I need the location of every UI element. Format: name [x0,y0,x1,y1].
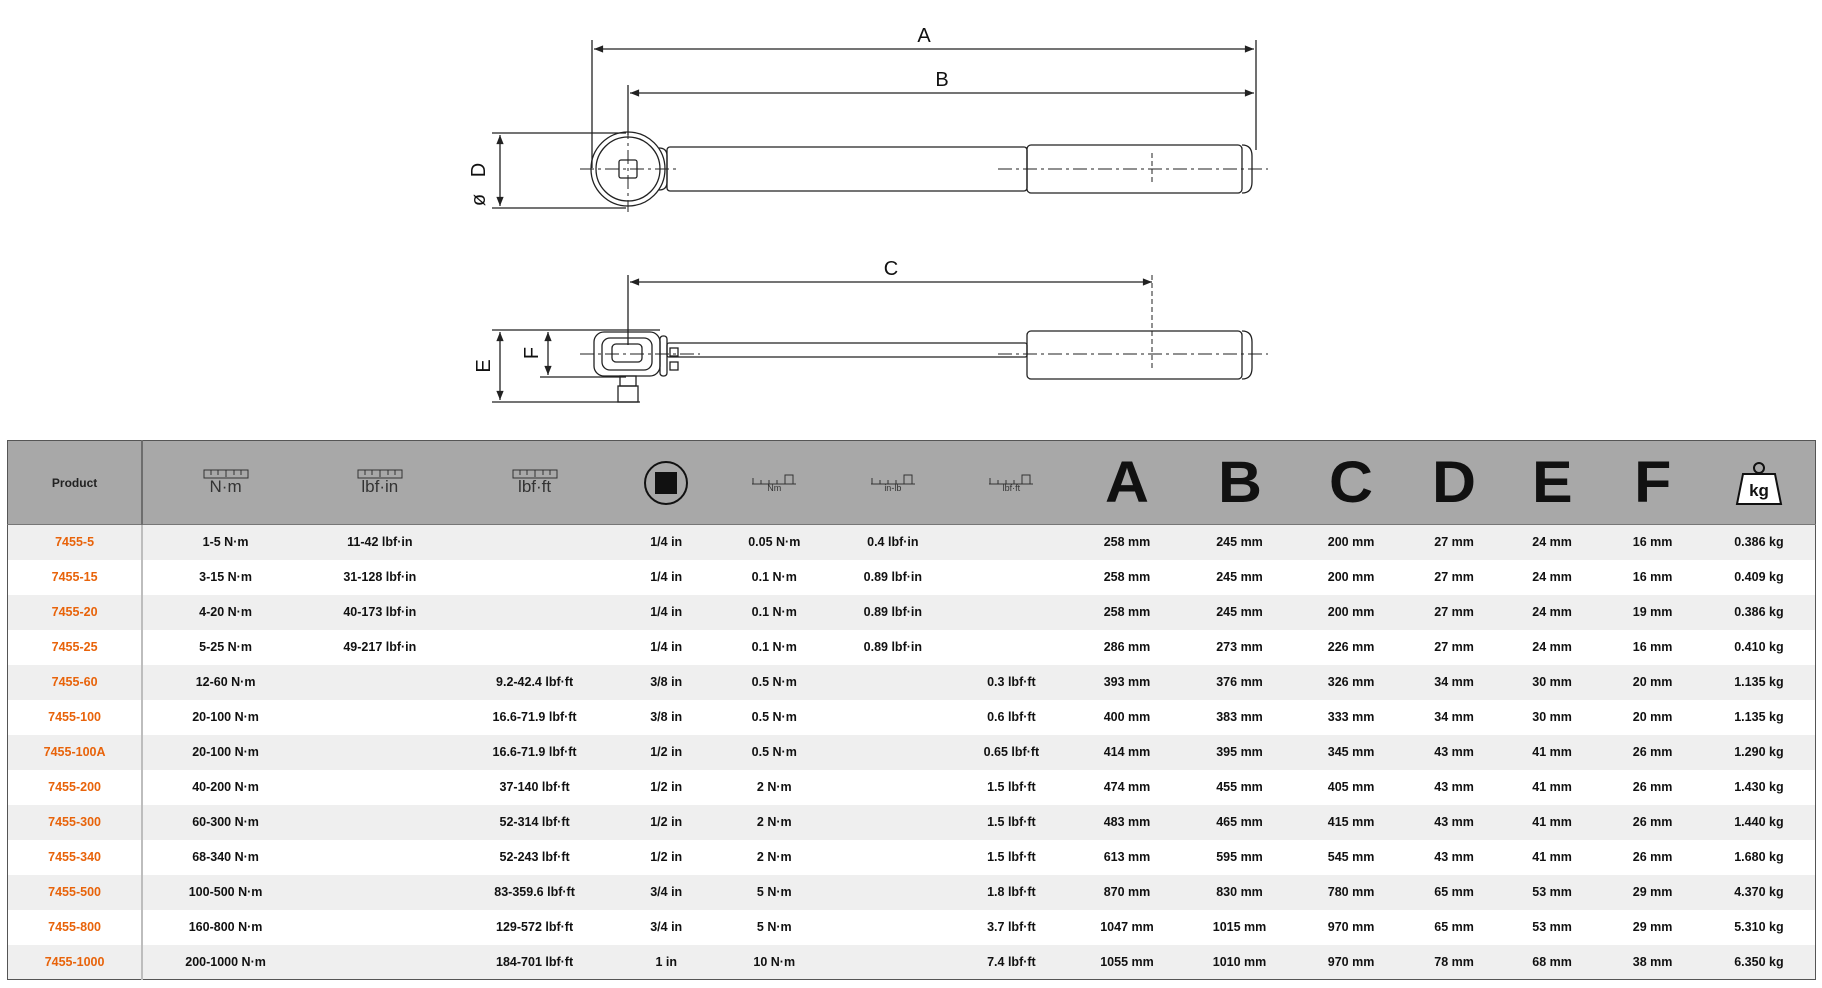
label-d: D [468,162,490,178]
header-e [1502,441,1603,525]
cell-grad-lbfin [834,945,953,980]
cell-lbfft [452,525,618,560]
handle-tube [667,147,1027,191]
cell-drive: 1/2 in [650,815,683,829]
cell-product[interactable]: 7455-15 [8,560,143,595]
cell-a: 870 mm [1103,885,1151,899]
cell-w: 1.135 kg [1734,710,1784,724]
cell-grad-lbfft [952,560,1071,595]
cell-grad-lbfft: 0.65 lbf·ft [983,745,1040,759]
cell-grad-nm: 0.1 N·m [751,605,797,619]
cell-a: 258 mm [1103,570,1151,584]
cell-product[interactable]: 7455-200 [8,770,143,805]
cell-a: 1047 mm [1100,920,1154,934]
header-grad-lbfin-label: in-lb [884,482,902,493]
cell-f: 26 mm [1632,745,1673,759]
header-product-label: Product [51,475,98,490]
cell-f: 29 mm [1632,920,1673,934]
cell-e: 41 mm [1532,745,1572,759]
cell-a: 1055 mm [1100,954,1154,969]
cell-w: 0.410 kg [1734,640,1784,654]
label-diameter: ø [468,193,490,207]
table-row [8,525,1816,560]
cell-c: 200 mm [1327,605,1375,619]
header-product [8,441,143,525]
top-view [492,40,1268,212]
cell-e: 30 mm [1532,710,1572,724]
label-c: C [883,258,899,280]
table-row [8,595,1816,630]
table-row [8,910,1816,945]
cell-nm: 160-800 N·m [188,920,263,934]
cell-grad-nm: 2 N·m [756,815,792,829]
cell-a: 258 mm [1103,605,1151,619]
cell-drive: 1 in [655,954,677,969]
cell-f: 19 mm [1632,605,1673,619]
cell-c: 405 mm [1327,780,1375,794]
cell-b: 245 mm [1216,535,1263,550]
header-a [1071,441,1184,525]
cell-b: 395 mm [1216,745,1263,759]
header-b [1183,441,1296,525]
cell-c: 200 mm [1327,570,1375,584]
header-torque-lbfft-label: lbf·ft [518,477,552,496]
header-f [1602,441,1703,525]
cell-e: 41 mm [1532,780,1572,794]
table-row [8,805,1816,840]
cell-c: 970 mm [1327,954,1375,969]
cell-d: 34 mm [1434,675,1474,689]
cell-grad-lbfin [834,700,953,735]
cell-lbfft: 83-359.6 lbf·ft [494,885,575,899]
cell-lbfft: 16.6-71.9 lbf·ft [492,745,577,759]
header-e-letter: E [1531,449,1573,515]
cell-b: 245 mm [1216,605,1263,619]
cell-grad-nm: 5 N·m [756,885,792,899]
header-a-letter: A [1104,449,1149,515]
cell-grad-lbfin [834,875,953,910]
cell-a: 286 mm [1103,640,1151,654]
table-row [8,945,1816,980]
cell-b: 245 mm [1216,570,1263,584]
cell-product[interactable]: 7455-25 [8,630,143,665]
cell-c: 970 mm [1327,920,1375,934]
header-d-letter: D [1432,449,1477,515]
cell-grad-nm: 0.05 N·m [748,535,801,550]
cell-w: 1.440 kg [1734,815,1784,829]
header-grad-lbfft [952,441,1071,525]
spec-table [7,440,1816,980]
cell-e: 53 mm [1532,920,1572,934]
header-torque-nm-label: N·m [209,477,242,496]
cell-grad-lbfft: 7.4 lbf·ft [987,954,1036,969]
cell-grad-nm: 0.5 N·m [751,710,797,724]
cell-lbfft: 52-314 lbf·ft [499,815,570,829]
cell-b: 383 mm [1216,710,1263,724]
cell-product[interactable]: 7455-100 [8,700,143,735]
cell-grad-nm: 0.1 N·m [751,570,797,584]
table-header-row [8,441,1816,525]
cell-c: 415 mm [1327,815,1375,829]
cell-lbfin [308,875,452,910]
cell-w: 1.680 kg [1734,850,1784,864]
cell-d: 43 mm [1434,745,1474,759]
cell-lbfin [308,945,452,980]
cell-d: 27 mm [1434,605,1474,619]
cell-f: 16 mm [1632,570,1673,584]
cell-d: 27 mm [1434,640,1474,654]
cell-lbfin [308,770,452,805]
header-grad-lbfin [834,441,953,525]
cell-b: 1010 mm [1212,954,1267,969]
cell-product[interactable]: 7455-60 [8,665,143,700]
cell-lbfft: 52-243 lbf·ft [499,850,570,864]
cell-lbfin [308,735,452,770]
cell-grad-lbfin: 0.4 lbf·in [867,535,919,550]
cell-grad-nm: 0.1 N·m [751,640,797,654]
cell-nm: 20-100 N·m [192,710,259,724]
cell-product[interactable]: 7455-800 [8,910,143,945]
cell-d: 27 mm [1434,570,1474,584]
table-row [8,875,1816,910]
cell-grad-nm: 0.5 N·m [751,675,797,689]
cell-e: 41 mm [1532,850,1572,864]
cell-grad-lbfft: 1.5 lbf·ft [987,780,1036,794]
cell-lbfft: 9.2-42.4 lbf·ft [496,675,574,689]
table-row [8,840,1816,875]
label-a: A [917,25,931,47]
header-c [1296,441,1407,525]
cell-c: 226 mm [1327,640,1375,654]
cell-lbfin [308,910,452,945]
cell-d: 43 mm [1434,780,1474,794]
cell-grad-lbfin [834,840,953,875]
cell-drive: 3/8 in [650,675,683,689]
cell-nm: 100-500 N·m [188,885,263,899]
cell-drive: 1/2 in [650,745,683,759]
cell-lbfin: 31-128 lbf·in [343,570,417,584]
header-drive [617,441,714,525]
cell-grad-lbfin: 0.89 lbf·in [863,605,922,619]
cell-product[interactable]: 7455-500 [8,875,143,910]
cell-grad-lbfin [834,665,953,700]
cell-drive: 1/4 in [650,535,683,550]
cell-drive: 1/4 in [650,605,683,619]
cell-e: 53 mm [1532,885,1572,899]
cell-lbfin [308,805,452,840]
cell-f: 26 mm [1632,780,1673,794]
cell-product[interactable]: 7455-20 [8,595,143,630]
header-torque-lbfft [452,441,618,525]
cell-w: 0.386 kg [1734,605,1784,619]
cell-product[interactable]: 7455-300 [8,805,143,840]
cell-product[interactable]: 7455-100A [8,735,143,770]
cell-grad-lbfft: 0.3 lbf·ft [987,675,1036,689]
header-b-letter: B [1217,449,1262,515]
header-torque-lbfin-label: lbf·in [361,477,399,496]
cell-b: 376 mm [1216,675,1263,689]
cell-a: 483 mm [1103,815,1151,829]
cell-b: 465 mm [1216,815,1263,829]
cell-e: 24 mm [1532,570,1572,584]
cell-b: 273 mm [1216,640,1263,654]
table-body [8,525,1816,980]
label-e: E [473,359,495,373]
wrench-technical-drawing [0,0,1822,440]
cell-e: 30 mm [1532,675,1572,689]
cell-drive: 1/4 in [650,570,683,584]
cell-b: 1015 mm [1212,920,1267,934]
cell-w: 0.409 kg [1734,570,1784,584]
cell-d: 27 mm [1434,535,1474,550]
cell-nm: 200-1000 N·m [185,954,266,969]
cell-nm: 3-15 N·m [199,570,252,584]
cell-w: 5.310 kg [1734,920,1784,934]
cell-product[interactable]: 7455-1000 [8,945,143,980]
cell-w: 4.370 kg [1734,885,1784,899]
cell-a: 414 mm [1103,745,1151,759]
cell-d: 78 mm [1434,954,1474,969]
cell-grad-nm: 5 N·m [756,920,792,934]
header-weight [1703,441,1816,525]
header-grad-nm-label: Nm [767,482,782,493]
cell-grad-lbfft [952,630,1071,665]
cell-e: 41 mm [1532,815,1572,829]
cell-w: 0.386 kg [1734,535,1784,550]
cell-lbfin: 49-217 lbf·in [343,640,417,654]
cell-grad-nm: 0.5 N·m [751,745,797,759]
cell-nm: 68-340 N·m [192,850,259,864]
cell-drive: 3/4 in [650,885,683,899]
table-row [8,665,1816,700]
cell-lbfft [452,595,618,630]
cell-grad-lbfin [834,770,953,805]
cell-f: 16 mm [1632,640,1673,654]
cell-grad-lbfin [834,735,953,770]
weight-icon [1735,460,1783,506]
cell-grad-lbfft: 1.5 lbf·ft [987,850,1036,864]
cell-f: 16 mm [1632,535,1673,550]
header-torque-lbfin [308,441,452,525]
cell-grad-lbfft: 0.6 lbf·ft [987,710,1036,724]
cell-lbfft: 16.6-71.9 lbf·ft [492,710,577,724]
cell-b: 595 mm [1216,850,1263,864]
cell-d: 43 mm [1434,850,1474,864]
cell-lbfft: 129-572 lbf·ft [496,920,574,934]
cell-nm: 1-5 N·m [202,535,249,550]
cell-lbfft: 37-140 lbf·ft [499,780,570,794]
cell-grad-lbfin: 0.89 lbf·in [863,570,922,584]
header-d [1406,441,1501,525]
cell-lbfin [308,840,452,875]
table-row [8,770,1816,805]
cell-grad-lbfin [834,910,953,945]
cell-drive: 1/4 in [650,640,683,654]
cell-product[interactable]: 7455-340 [8,840,143,875]
cell-lbfin: 11-42 lbf·in [347,535,413,550]
table-row [8,630,1816,665]
table-row [8,735,1816,770]
cell-e: 68 mm [1532,954,1572,969]
cell-a: 613 mm [1103,850,1151,864]
cell-w: 1.430 kg [1734,780,1784,794]
cell-f: 26 mm [1632,850,1673,864]
side-view [492,275,1268,402]
cell-lbfin [308,700,452,735]
table-row [8,560,1816,595]
cell-w: 6.350 kg [1734,954,1784,969]
cell-nm: 40-200 N·m [192,780,259,794]
header-grad-lbfft-label: lbf·ft [1002,482,1021,493]
cell-grad-lbfft: 3.7 lbf·ft [987,920,1036,934]
cell-nm: 20-100 N·m [192,745,259,759]
label-f: F [521,346,543,360]
cell-lbfft [452,560,618,595]
cell-f: 38 mm [1632,954,1673,969]
cell-c: 780 mm [1327,885,1375,899]
cell-grad-lbfin [834,805,953,840]
cell-grad-lbfft [952,525,1071,560]
cell-grad-nm: 10 N·m [753,954,796,969]
header-torque-nm [142,441,308,525]
table-row [8,700,1816,735]
cell-grad-lbfft [952,595,1071,630]
cell-c: 545 mm [1327,850,1375,864]
cell-nm: 12-60 N·m [195,675,256,689]
cell-product[interactable]: 7455-5 [8,525,143,560]
cell-c: 333 mm [1327,710,1375,724]
cell-nm: 60-300 N·m [192,815,259,829]
cell-c: 326 mm [1327,675,1375,689]
cell-d: 65 mm [1434,885,1474,899]
header-c-letter: C [1329,449,1374,515]
cell-f: 20 mm [1632,675,1673,689]
cell-w: 1.290 kg [1734,745,1784,759]
cell-a: 474 mm [1103,780,1151,794]
cell-b: 455 mm [1216,780,1263,794]
cell-e: 24 mm [1532,640,1572,654]
cell-d: 65 mm [1434,920,1474,934]
cell-c: 345 mm [1327,745,1375,759]
cell-grad-nm: 2 N·m [756,780,792,794]
cell-drive: 3/4 in [650,920,683,934]
cell-c: 200 mm [1327,535,1375,550]
cell-w: 1.135 kg [1734,675,1784,689]
cell-f: 20 mm [1632,710,1673,724]
cell-drive: 3/8 in [650,710,683,724]
square-drive-icon [643,460,689,506]
cell-nm: 4-20 N·m [199,605,252,619]
header-f-letter: F [1633,449,1672,515]
cell-d: 34 mm [1434,710,1474,724]
cell-grad-nm: 2 N·m [756,850,792,864]
cell-f: 26 mm [1632,815,1673,829]
cell-lbfft: 184-701 lbf·ft [496,954,574,969]
cell-a: 393 mm [1103,675,1151,689]
cell-a: 400 mm [1103,710,1151,724]
cell-f: 29 mm [1632,885,1673,899]
cell-grad-lbfft: 1.5 lbf·ft [987,815,1036,829]
label-b: B [935,69,949,91]
cell-lbfin: 40-173 lbf·in [343,605,417,619]
cell-e: 24 mm [1532,535,1572,550]
weight-icon-label: kg [1748,480,1769,500]
cell-grad-lbfft: 1.8 lbf·ft [987,885,1036,899]
header-grad-nm [715,441,834,525]
cell-d: 43 mm [1434,815,1474,829]
cell-b: 830 mm [1216,885,1263,899]
cell-nm: 5-25 N·m [199,640,252,654]
cell-drive: 1/2 in [650,850,683,864]
cell-lbfin [308,665,452,700]
cell-e: 24 mm [1532,605,1572,619]
cell-grad-lbfin: 0.89 lbf·in [863,640,922,654]
cell-drive: 1/2 in [650,780,683,794]
cell-a: 258 mm [1103,535,1151,550]
cell-lbfft [452,630,618,665]
